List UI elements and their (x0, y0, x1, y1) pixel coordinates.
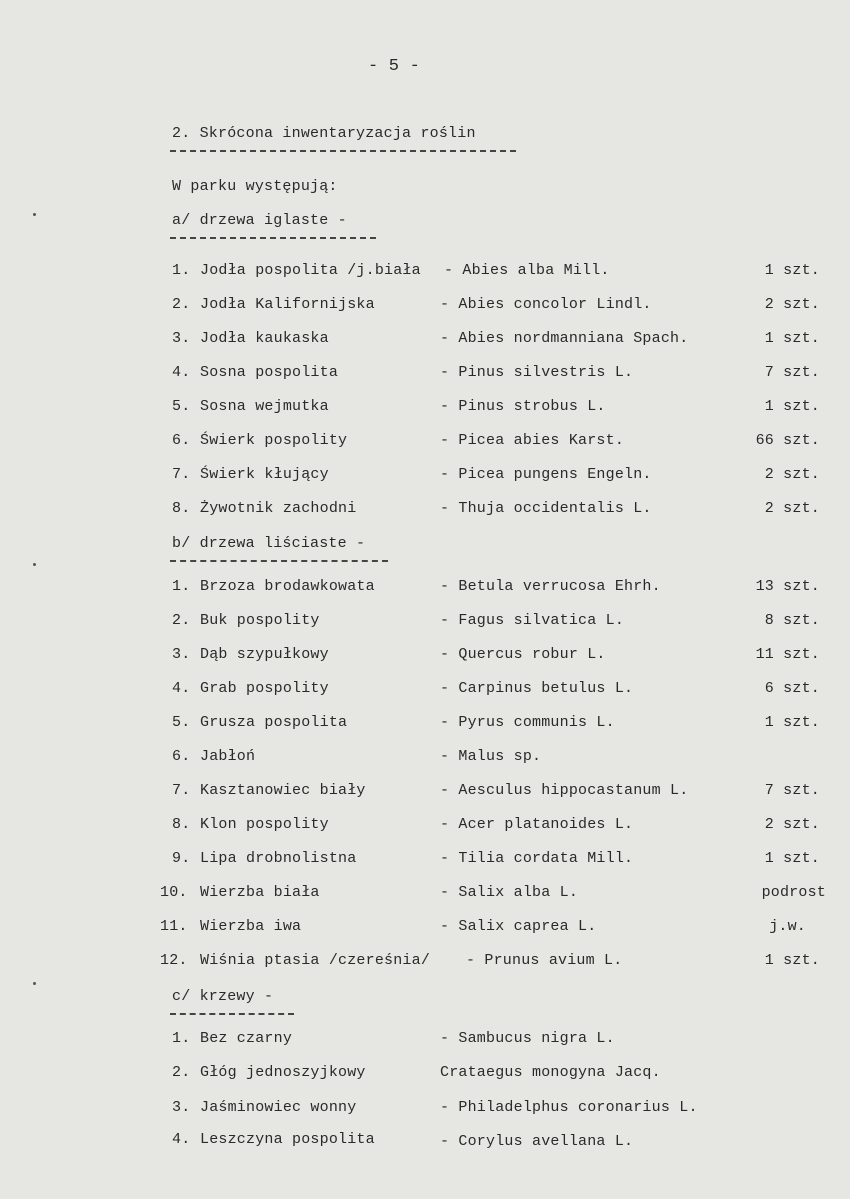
latin-name: - Pinus strobus L. (440, 398, 606, 415)
latin-name: - Salix caprea L. (440, 918, 597, 935)
heading-underline (170, 150, 516, 152)
margin-speck (33, 563, 36, 566)
item-number: 8. (172, 816, 191, 833)
quantity: 1 szt. (764, 398, 820, 415)
subsection-underline-shrubs (170, 1013, 294, 1015)
latin-name: - Aesculus hippocastanum L. (440, 782, 689, 799)
latin-name: - Prunus avium L. (466, 952, 623, 969)
item-number: 7. (172, 782, 191, 799)
item-number: 2. (172, 1064, 191, 1081)
latin-name: - Philadelphus coronarius L. (440, 1099, 698, 1116)
subsection-title-deciduous: b/ drzewa liściaste - (172, 535, 366, 552)
section-heading: 2. Skrócona inwentaryzacja roślin (172, 125, 476, 142)
item-number: 6. (172, 432, 191, 449)
polish-name: Jabłoń (200, 748, 256, 765)
latin-name: - Tilia cordata Mill. (440, 850, 634, 867)
polish-name: Lipa drobnolistna (200, 850, 357, 867)
quantity: 2 szt. (764, 500, 820, 517)
margin-speck (33, 213, 36, 216)
quantity: 1 szt. (764, 850, 820, 867)
latin-name: - Betula verrucosa Ehrh. (440, 578, 661, 595)
latin-name: - Corylus avellana L. (440, 1133, 634, 1150)
quantity: 1 szt. (764, 952, 820, 969)
item-number: 1. (172, 262, 191, 279)
item-number: 10. (160, 884, 188, 901)
latin-name: - Abies concolor Lindl. (440, 296, 652, 313)
quantity: 7 szt. (764, 782, 820, 799)
quantity: 1 szt. (764, 262, 820, 279)
polish-name: Kasztanowiec biały (200, 782, 366, 799)
quantity: 13 szt. (755, 578, 820, 595)
latin-name: - Picea abies Karst. (440, 432, 625, 449)
item-number: 4. (172, 680, 191, 697)
polish-name: Sosna pospolita (200, 364, 339, 381)
polish-name: Brzoza brodawkowata (200, 578, 375, 595)
subsection-title-conifers: a/ drzewa iglaste - (172, 212, 347, 229)
polish-name: Jodła kaukaska (200, 330, 329, 347)
item-number: 3. (172, 646, 191, 663)
latin-name: - Malus sp. (440, 748, 542, 765)
quantity: 2 szt. (764, 466, 820, 483)
polish-name: Świerk kłujący (200, 466, 329, 483)
polish-name: Wierzba iwa (200, 918, 302, 935)
item-number: 3. (172, 330, 191, 347)
quantity: 2 szt. (764, 296, 820, 313)
item-number: 5. (172, 398, 191, 415)
latin-name: - Quercus robur L. (440, 646, 606, 663)
polish-name: Żywotnik zachodni (200, 500, 357, 517)
latin-name: - Pinus silvestris L. (440, 364, 634, 381)
item-number: 12. (160, 952, 188, 969)
polish-name: Bez czarny (200, 1030, 293, 1047)
quantity: j.w. (769, 918, 806, 935)
polish-name: Jodła pospolita /j.biała (200, 262, 421, 279)
polish-name: Buk pospolity (200, 612, 320, 629)
subsection-underline-conifers (170, 237, 376, 239)
item-number: 1. (172, 578, 191, 595)
polish-name: Jaśminowiec wonny (200, 1099, 357, 1116)
polish-name: Leszczyna pospolita (200, 1131, 375, 1148)
latin-name: - Carpinus betulus L. (440, 680, 634, 697)
polish-name: Grab pospolity (200, 680, 329, 697)
polish-name: Sosna wejmutka (200, 398, 329, 415)
item-number: 4. (172, 1131, 191, 1148)
polish-name: Głóg jednoszyjkowy (200, 1064, 366, 1081)
polish-name: Klon pospolity (200, 816, 329, 833)
quantity: 11 szt. (755, 646, 820, 663)
subsection-title-shrubs: c/ krzewy - (172, 988, 274, 1005)
item-number: 5. (172, 714, 191, 731)
latin-name: - Acer platanoides L. (440, 816, 634, 833)
latin-name: - Fagus silvatica L. (440, 612, 625, 629)
quantity: 7 szt. (764, 364, 820, 381)
item-number: 6. (172, 748, 191, 765)
subsection-underline-deciduous (170, 560, 388, 562)
item-number: 2. (172, 296, 191, 313)
polish-name: Świerk pospolity (200, 432, 348, 449)
polish-name: Jodła Kalifornijska (200, 296, 375, 313)
quantity: 8 szt. (764, 612, 820, 629)
item-number: 3. (172, 1099, 191, 1116)
quantity: 2 szt. (764, 816, 820, 833)
quantity: 66 szt. (755, 432, 820, 449)
latin-name: Crataegus monogyna Jacq. (440, 1064, 661, 1081)
margin-speck (33, 982, 36, 985)
item-number: 8. (172, 500, 191, 517)
item-number: 4. (172, 364, 191, 381)
latin-name: - Thuja occidentalis L. (440, 500, 652, 517)
latin-name: - Picea pungens Engeln. (440, 466, 652, 483)
polish-name: Dąb szypułkowy (200, 646, 329, 663)
item-number: 7. (172, 466, 191, 483)
quantity: podrost (761, 884, 826, 901)
latin-name: - Abies alba Mill. (444, 262, 610, 279)
quantity: 1 szt. (764, 330, 820, 347)
quantity: 1 szt. (764, 714, 820, 731)
quantity: 6 szt. (764, 680, 820, 697)
latin-name: - Salix alba L. (440, 884, 579, 901)
item-number: 11. (160, 918, 188, 935)
item-number: 1. (172, 1030, 191, 1047)
polish-name: Grusza pospolita (200, 714, 348, 731)
intro-text: W parku występują: (172, 178, 338, 195)
item-number: 9. (172, 850, 191, 867)
polish-name: Wierzba biała (200, 884, 320, 901)
latin-name: - Abies nordmanniana Spach. (440, 330, 689, 347)
latin-name: - Pyrus communis L. (440, 714, 615, 731)
latin-name: - Sambucus nigra L. (440, 1030, 615, 1047)
item-number: 2. (172, 612, 191, 629)
page-number: - 5 - (368, 57, 421, 76)
polish-name: Wiśnia ptasia /czereśnia/ (200, 952, 431, 969)
